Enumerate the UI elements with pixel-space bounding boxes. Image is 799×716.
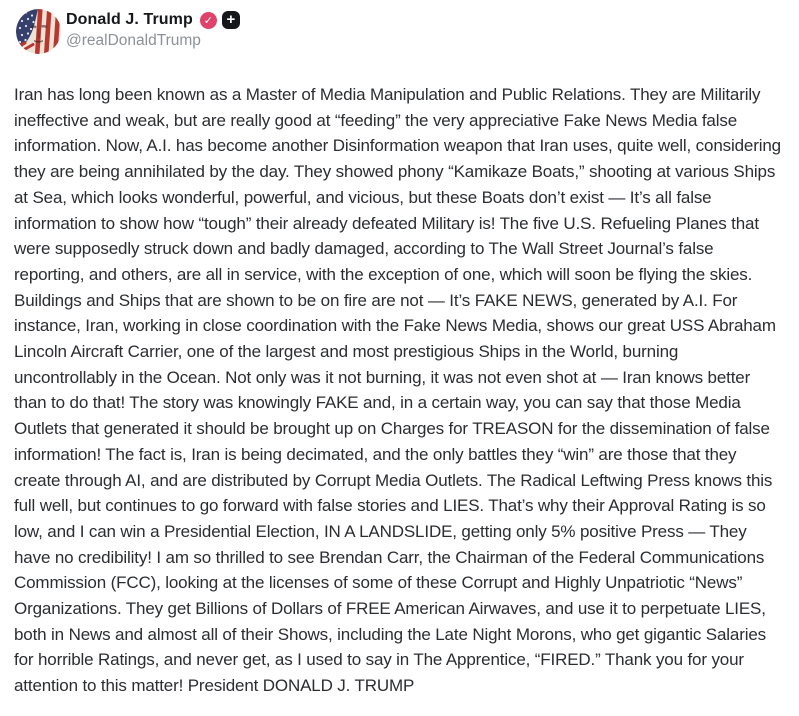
avatar-flag-face-image: [16, 9, 61, 54]
post-header: [0, 0, 799, 54]
author-info: [66, 9, 240, 50]
check-icon: ✓: [203, 14, 213, 27]
avatar[interactable]: [16, 9, 61, 54]
display-name[interactable]: Donald J. Trump: [66, 11, 193, 28]
author-name-row: [66, 11, 240, 29]
plus-icon: +: [226, 11, 236, 28]
plus-badge: [222, 11, 240, 29]
user-handle: @realDonaldTrump: [66, 32, 201, 49]
post-body-text: Iran has long been known as a Master of Media Manipulation and Public Relations. They are Militarily ineffective and weak, but are really good at “feeding” the very appreciative Fake News Media false information. Now, A.I. has become another Disinformation weapon that Iran uses, quite well, considering they are being annihilated by the day. They showed phony “Kamikaze Boats,” shooting at various Ships at Sea, which looks wonderful, powerful, and vicious, but these Boats don’t exist — It’s all false information to show how “tough” their already defeated Military is! The five U.S. Refueling Planes that were supposedly struck down and badly damaged, according to The Wall Street Journal’s false reporting, and others, are all in service, with the exception of one, which will soon be flying the skies. Buildings and Ships that are shown to be on fire are not — It’s FAKE NEWS, generated by A.I. For instance, Iran, working in close coordination with the Fake News Media, shows our great USS Abraham Lincoln Aircraft Carrier, one of the largest and most prestigious Ships in the World, burning uncontrollably in the Ocean. Not only was it not burning, it was not even shot at — Iran knows better than to do that! The story was knowingly FAKE and, in a certain way, you can say that those Media Outlets that generated it should be brought up on Charges for TREASON for the dissemination of false information! The fact is, Iran is being decimated, and the only battles they “win” are those that they create through AI, and are distributed by Corrupt Media Outlets. The Radical Leftwing Press knows this full well, but continues to go forward with false stories and LIES. That’s why their Approval Rating is so low, and I can win a Presidential Election, IN A LANDSLIDE, getting only 5% positive Press — They have no credibility! I am so thrilled to see Brendan Carr, the Chairman of the Federal Communications Commission (FCC), looking at the licenses of some of these Corrupt and Highly Unpatriotic “News” Organizations. They get Billions of Dollars of FREE American Airwaves, and use it to perpetuate LIES, both in News and almost all of their Shows, including the Late Night Morons, who get gigantic Salaries for horrible Ratings, and never get, as I used to say in The Apprentice, “FIRED.” Thank you for your attention to this matter! President DONALD J. TRUMP: [14, 85, 786, 696]
verified-badge: [200, 12, 217, 29]
